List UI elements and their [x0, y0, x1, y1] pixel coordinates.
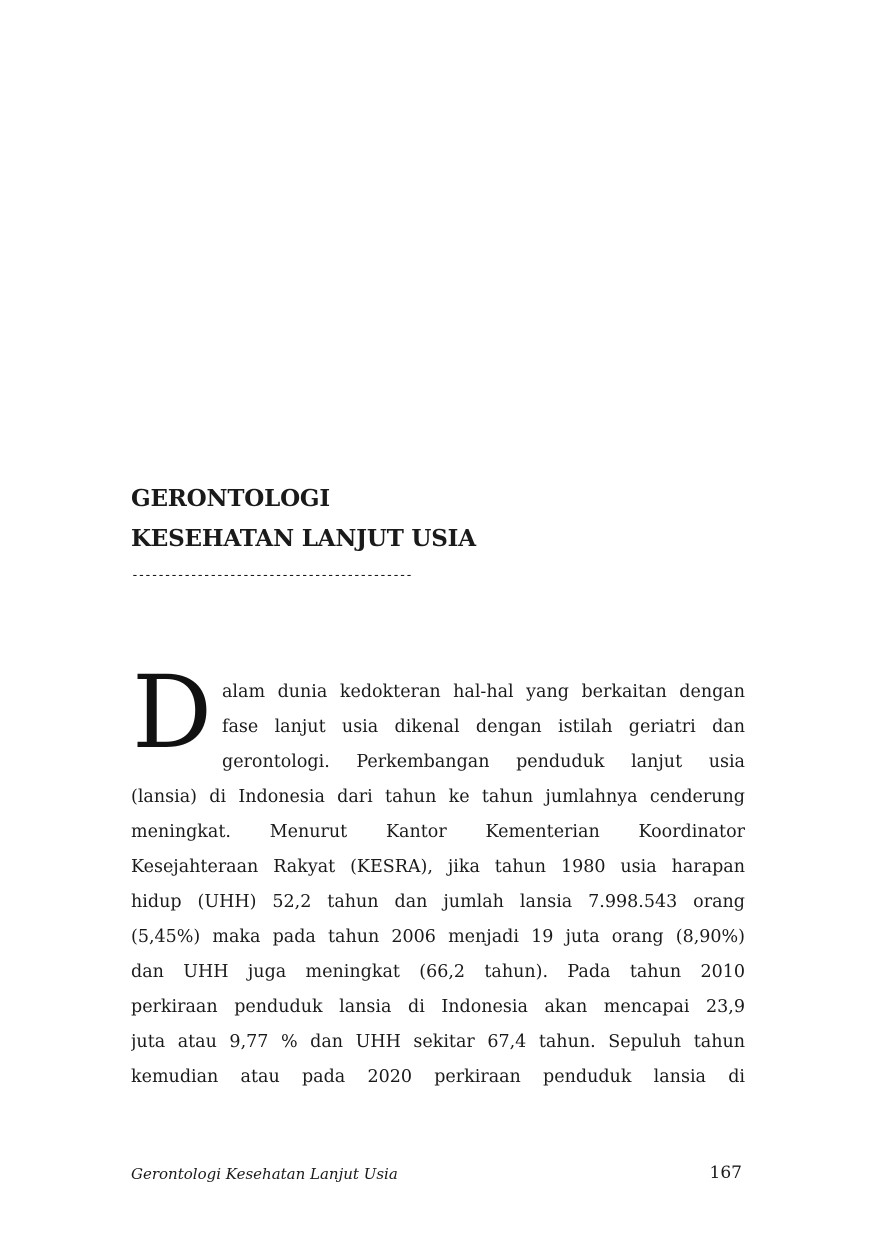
- paragraph-line: meningkat. Menurut Kantor Kementerian Koordinator: [131, 822, 745, 842]
- paragraph-line: kemudian atau pada 2020 perkiraan penduduk lansia di: [131, 1067, 745, 1087]
- paragraph-line: juta atau 9,77 % dan UHH sekitar 67,4 tahun. Sepuluh tahun: [131, 1032, 745, 1052]
- running-footer-title: Gerontologi Kesehatan Lanjut Usia: [131, 1165, 398, 1183]
- page-number: 167: [709, 1163, 742, 1183]
- paragraph-line: Kesejahteraan Rakyat (KESRA), jika tahun 1980 usia harapan: [131, 857, 745, 877]
- paragraph-line: dan UHH juga meningkat (66,2 tahun). Pada tahun 2010: [131, 962, 745, 982]
- paragraph-line: gerontologi. Perkembangan penduduk lanjut usia: [222, 752, 745, 772]
- paragraph-line: (lansia) di Indonesia dari tahun ke tahun jumlahnya cenderung: [131, 787, 745, 807]
- paragraph-line: alam dunia kedokteran hal-hal yang berkaitan dengan: [222, 682, 745, 702]
- chapter-title-line-2: KESEHATAN LANJUT USIA: [131, 525, 476, 552]
- paragraph-line: perkiraan penduduk lansia di Indonesia akan mencapai 23,9: [131, 997, 745, 1017]
- chapter-title-line-1: GERONTOLOGI: [131, 485, 330, 512]
- paragraph-line: fase lanjut usia dikenal dengan istilah geriatri dan: [222, 717, 745, 737]
- paragraph-line: (5,45%) maka pada tahun 2006 menjadi 19 juta orang (8,90%): [131, 927, 745, 947]
- title-divider: -------------------------------------------: [131, 568, 412, 583]
- drop-cap: D: [132, 654, 213, 771]
- paragraph-line: hidup (UHH) 52,2 tahun dan jumlah lansia 7.998.543 orang: [131, 892, 745, 912]
